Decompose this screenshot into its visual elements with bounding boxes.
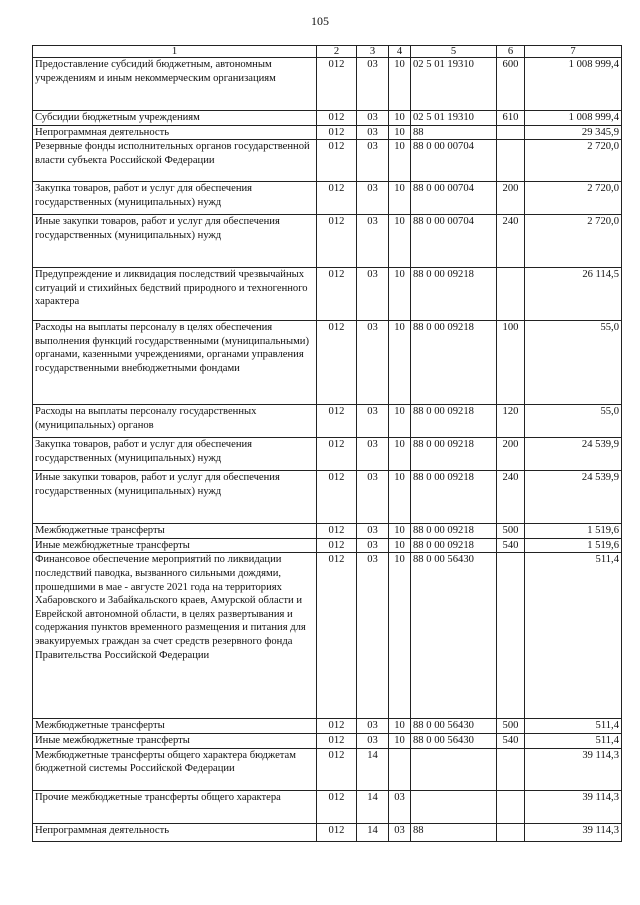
item-name: Расходы на выплаты персоналу в целях обеспечения выполнения функций государственными (муниципальными) органами, казенными учреждениями, органами управления государственными внебюджетными фондами (33, 321, 317, 405)
item-name: Резервные фонды исполнительных органов государственной власти субъекта Российской Федерации (33, 140, 317, 182)
ministry-code: 012 (317, 268, 357, 321)
section-code: 03 (357, 405, 389, 438)
table-row (33, 215, 622, 268)
expense-type-code: 240 (497, 215, 525, 268)
item-name: Закупка товаров, работ и услуг для обеспечения государственных (муниципальных) нужд (33, 182, 317, 215)
subsection-code: 10 (389, 405, 411, 438)
target-article-code: 88 0 00 09218 (411, 321, 497, 405)
expense-type-code: 200 (497, 438, 525, 471)
amount: 2 720,0 (525, 215, 622, 268)
subsection-code: 10 (389, 538, 411, 553)
section-code: 03 (357, 471, 389, 524)
subsection-code: 03 (389, 823, 411, 841)
target-article-code: 88 0 00 09218 (411, 471, 497, 524)
column-header: 3 (357, 46, 389, 58)
ministry-code: 012 (317, 111, 357, 126)
section-code: 03 (357, 538, 389, 553)
item-name: Межбюджетные трансферты (33, 719, 317, 734)
table-row (33, 58, 622, 111)
amount: 511,4 (525, 719, 622, 734)
subsection-code: 10 (389, 471, 411, 524)
target-article-code: 88 (411, 823, 497, 841)
amount: 24 539,9 (525, 471, 622, 524)
ministry-code: 012 (317, 790, 357, 823)
table-row (33, 405, 622, 438)
ministry-code: 012 (317, 140, 357, 182)
section-code: 03 (357, 438, 389, 471)
table-row (33, 321, 622, 405)
target-article-code: 88 0 00 00704 (411, 215, 497, 268)
amount: 2 720,0 (525, 182, 622, 215)
ministry-code: 012 (317, 471, 357, 524)
expense-type-code (497, 268, 525, 321)
section-code: 03 (357, 553, 389, 719)
expense-type-code: 600 (497, 58, 525, 111)
item-name: Закупка товаров, работ и услуг для обеспечения государственных (муниципальных) нужд (33, 438, 317, 471)
item-name: Непрограммная деятельность (33, 823, 317, 841)
ministry-code: 012 (317, 321, 357, 405)
item-name: Субсидии бюджетным учреждениям (33, 111, 317, 126)
table-row (33, 111, 622, 126)
expense-type-code: 200 (497, 182, 525, 215)
subsection-code: 10 (389, 438, 411, 471)
section-code: 14 (357, 823, 389, 841)
table-row (33, 719, 622, 734)
ministry-code: 012 (317, 215, 357, 268)
item-name: Расходы на выплаты персоналу государственных (муниципальных) органов (33, 405, 317, 438)
amount: 24 539,9 (525, 438, 622, 471)
target-article-code: 88 0 00 00704 (411, 140, 497, 182)
table-row (33, 182, 622, 215)
section-code: 03 (357, 215, 389, 268)
subsection-code: 10 (389, 58, 411, 111)
target-article-code: 88 0 00 56430 (411, 553, 497, 719)
ministry-code: 012 (317, 524, 357, 539)
subsection-code: 10 (389, 215, 411, 268)
section-code: 03 (357, 719, 389, 734)
item-name: Иные закупки товаров, работ и услуг для обеспечения государственных (муниципальных) нужд (33, 471, 317, 524)
budget-table (32, 45, 622, 842)
section-code: 03 (357, 182, 389, 215)
table-row (33, 790, 622, 823)
expense-type-code: 540 (497, 538, 525, 553)
target-article-code: 88 0 00 09218 (411, 524, 497, 539)
section-code: 03 (357, 111, 389, 126)
target-article-code: 88 0 00 09218 (411, 538, 497, 553)
table-row (33, 553, 622, 719)
ministry-code: 012 (317, 125, 357, 140)
target-article-code (411, 748, 497, 790)
item-name: Непрограммная деятельность (33, 125, 317, 140)
expense-type-code: 500 (497, 719, 525, 734)
amount: 39 114,3 (525, 790, 622, 823)
column-header: 2 (317, 46, 357, 58)
amount: 511,4 (525, 733, 622, 748)
column-header: 7 (525, 46, 622, 58)
column-header: 4 (389, 46, 411, 58)
amount: 1 519,6 (525, 538, 622, 553)
expense-type-code (497, 125, 525, 140)
amount: 1 519,6 (525, 524, 622, 539)
item-name: Иные межбюджетные трансферты (33, 538, 317, 553)
amount: 55,0 (525, 321, 622, 405)
subsection-code: 10 (389, 140, 411, 182)
ministry-code: 012 (317, 748, 357, 790)
item-name: Межбюджетные трансферты общего характера бюджетам бюджетной системы Российской Федерации (33, 748, 317, 790)
ministry-code: 012 (317, 553, 357, 719)
subsection-code: 10 (389, 553, 411, 719)
amount: 2 720,0 (525, 140, 622, 182)
column-header-row (33, 46, 622, 58)
target-article-code: 88 0 00 56430 (411, 719, 497, 734)
amount: 55,0 (525, 405, 622, 438)
amount: 39 114,3 (525, 748, 622, 790)
amount: 1 008 999,4 (525, 58, 622, 111)
ministry-code: 012 (317, 733, 357, 748)
column-header: 5 (411, 46, 497, 58)
page-number: 105 (311, 14, 329, 28)
subsection-code: 10 (389, 125, 411, 140)
ministry-code: 012 (317, 719, 357, 734)
subsection-code: 10 (389, 111, 411, 126)
target-article-code: 88 0 00 09218 (411, 438, 497, 471)
expense-type-code (497, 790, 525, 823)
item-name: Предоставление субсидий бюджетным, автономным учреждениям и иным некоммерческим организациям (33, 58, 317, 111)
target-article-code: 02 5 01 19310 (411, 58, 497, 111)
ministry-code: 012 (317, 538, 357, 553)
target-article-code: 88 (411, 125, 497, 140)
table-row (33, 524, 622, 539)
target-article-code: 88 0 00 09218 (411, 268, 497, 321)
item-name: Иные закупки товаров, работ и услуг для обеспечения государственных (муниципальных) нужд (33, 215, 317, 268)
table-row (33, 268, 622, 321)
expense-type-code: 610 (497, 111, 525, 126)
item-name: Предупреждение и ликвидация последствий чрезвычайных ситуаций и стихийных бедствий природного и техногенного характера (33, 268, 317, 321)
ministry-code: 012 (317, 823, 357, 841)
table-row (33, 748, 622, 790)
expense-type-code (497, 140, 525, 182)
item-name: Межбюджетные трансферты (33, 524, 317, 539)
subsection-code: 03 (389, 790, 411, 823)
section-code: 03 (357, 125, 389, 140)
section-code: 03 (357, 268, 389, 321)
table-row (33, 733, 622, 748)
section-code: 03 (357, 524, 389, 539)
table-row (33, 438, 622, 471)
target-article-code: 88 0 00 00704 (411, 182, 497, 215)
amount: 1 008 999,4 (525, 111, 622, 126)
ministry-code: 012 (317, 182, 357, 215)
table-row (33, 125, 622, 140)
amount: 26 114,5 (525, 268, 622, 321)
section-code: 14 (357, 748, 389, 790)
subsection-code: 10 (389, 719, 411, 734)
amount: 511,4 (525, 553, 622, 719)
table-row (33, 140, 622, 182)
expense-type-code (497, 748, 525, 790)
expense-type-code: 100 (497, 321, 525, 405)
table-row (33, 471, 622, 524)
section-code: 14 (357, 790, 389, 823)
expense-type-code (497, 823, 525, 841)
table-row (33, 823, 622, 841)
expense-type-code: 120 (497, 405, 525, 438)
section-code: 03 (357, 58, 389, 111)
item-name: Прочие межбюджетные трансферты общего характера (33, 790, 317, 823)
ministry-code: 012 (317, 58, 357, 111)
item-name: Иные межбюджетные трансферты (33, 733, 317, 748)
target-article-code: 02 5 01 19310 (411, 111, 497, 126)
section-code: 03 (357, 140, 389, 182)
subsection-code: 10 (389, 268, 411, 321)
amount: 39 114,3 (525, 823, 622, 841)
section-code: 03 (357, 321, 389, 405)
subsection-code: 10 (389, 733, 411, 748)
ministry-code: 012 (317, 438, 357, 471)
target-article-code: 88 0 00 09218 (411, 405, 497, 438)
column-header: 1 (33, 46, 317, 58)
column-header: 6 (497, 46, 525, 58)
expense-type-code: 540 (497, 733, 525, 748)
item-name: Финансовое обеспечение мероприятий по ликвидации последствий паводка, вызванного сильными дождями, прошедшими в мае - августе 2021 года на территориях Хабаровского и Забайкальского краев, Амурской области и Еврейской автономной области, в целях развертывания и содержания пунктов временного размещения и питания для эвакуируемых граждан за счет средств резервного фонда Правительства Российской Федерации (33, 553, 317, 719)
expense-type-code (497, 553, 525, 719)
target-article-code: 88 0 00 56430 (411, 733, 497, 748)
subsection-code: 10 (389, 321, 411, 405)
expense-type-code: 500 (497, 524, 525, 539)
table-row (33, 538, 622, 553)
target-article-code (411, 790, 497, 823)
amount: 29 345,9 (525, 125, 622, 140)
subsection-code: 10 (389, 182, 411, 215)
section-code: 03 (357, 733, 389, 748)
subsection-code: 10 (389, 524, 411, 539)
subsection-code (389, 748, 411, 790)
ministry-code: 012 (317, 405, 357, 438)
expense-type-code: 240 (497, 471, 525, 524)
